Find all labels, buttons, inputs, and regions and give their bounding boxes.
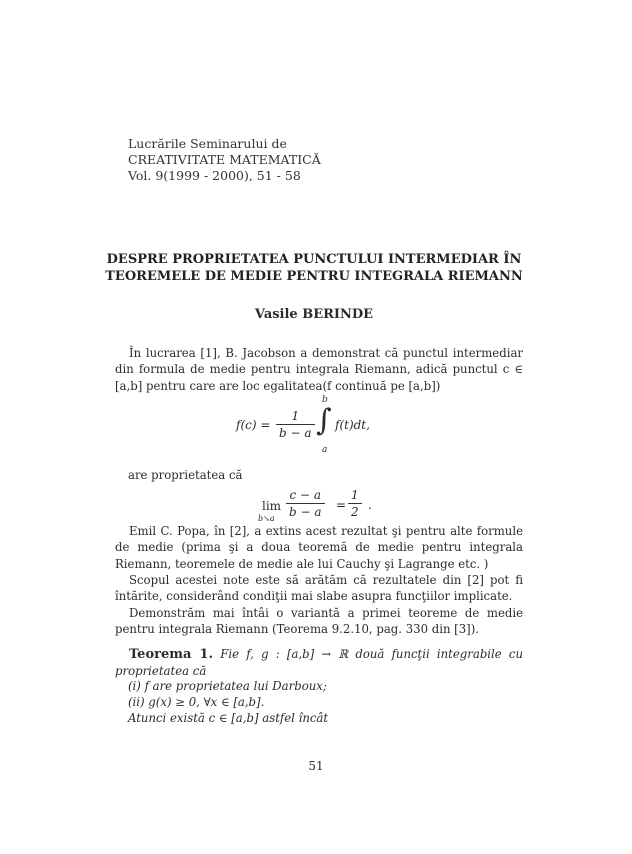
- equals-sign: =: [336, 498, 347, 512]
- one-half-fraction: [348, 488, 362, 519]
- theorem-text: Fie f, g : [a,b] → ℝ două funcţii integrabile cu proprietatea că: [115, 647, 523, 679]
- equation-period: .: [368, 498, 372, 512]
- limit-denominator: b − a: [289, 505, 322, 519]
- theorem-statement: [115, 646, 523, 680]
- paragraph-scope: Scopul acestei note este să arătăm că rezultatele din [2] pot fi întărite, considerând condiţii mai slabe asupra funcţiilor implicate.: [115, 573, 523, 604]
- fraction-numerator: 1: [276, 409, 315, 425]
- limit-numerator: c − a: [286, 488, 325, 504]
- intro-continuation: are proprietatea că: [128, 468, 243, 482]
- theorem-conclusion: Atunci există c ∈ [a,b] astfel încât: [128, 711, 329, 725]
- theorem-label: Teorema 1.: [129, 647, 214, 662]
- author-name: Vasile BERINDE: [254, 307, 374, 322]
- integral-lower-limit: a: [322, 445, 328, 455]
- paragraph-popa: Emil C. Popa, în [2], a extins acest rezultat şi pentru alte formule de medie (prima şi a doua teoremă de medie pentru integrala Riemann, teoremele de medie ale lui Cauchy şi Lagrange etc. ): [115, 524, 523, 571]
- equation-limit: [258, 487, 388, 527]
- paper-title-line-2: TEOREMELE DE MEDIE PENTRU INTEGRALA RIEMANN: [105, 269, 523, 284]
- theorem-condition-1: (i) f are proprietatea lui Darboux;: [128, 679, 327, 693]
- journal-name: Lucrările Seminarului de: [128, 136, 287, 151]
- equation-mean-value: [236, 395, 436, 456]
- limit-operator: lim: [262, 499, 282, 513]
- paragraph-variant: Demonstrăm mai întâi o variantă a primei teoreme de medie pentru integrala Riemann (Teorema 9.2.10, pag. 330 din [3]).: [115, 606, 523, 637]
- theorem-condition-2: (ii) g(x) ≥ 0, ∀x ∈ [a,b].: [128, 695, 265, 709]
- half-denominator: 2: [351, 505, 359, 519]
- equation-lhs: f(c) =: [236, 418, 271, 432]
- half-numerator: 1: [348, 488, 362, 504]
- equation-fraction: [276, 409, 315, 440]
- integrand: f(t)dt,: [335, 418, 370, 432]
- paper-title-line-1: DESPRE PROPRIETATEA PUNCTULUI INTERMEDIAR ÎN: [106, 252, 522, 267]
- integral-upper-limit: b: [322, 395, 328, 405]
- journal-volume: Vol. 9(1999 - 2000), 51 - 58: [128, 168, 301, 183]
- limit-subscript: b↘a: [258, 514, 275, 523]
- integral-sign: ∫: [316, 403, 332, 438]
- limit-fraction: [286, 488, 325, 519]
- page-number: 51: [308, 759, 324, 773]
- intro-paragraph: În lucrarea [1], B. Jacobson a demonstrat că punctul intermediar din formula de medie pentru integrala Riemann, adică punctul c ∈ [a,b] pentru care are loc egalitatea(f continuă pe [a,b]): [115, 346, 523, 393]
- fraction-denominator: b − a: [279, 426, 312, 440]
- journal-subtitle: CREATIVITATE MATEMATICĂ: [128, 152, 321, 167]
